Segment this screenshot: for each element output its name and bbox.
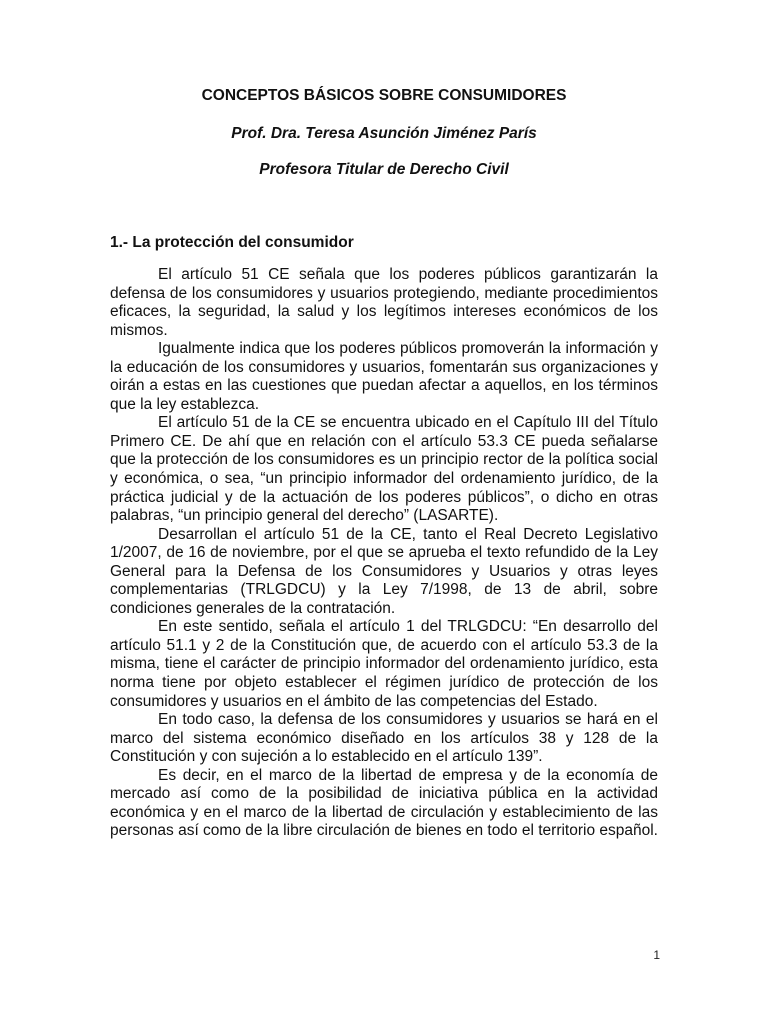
paragraph-1: El artículo 51 CE señala que los poderes públicos garantizarán la defensa de los consumidores y usuarios protegiendo, mediante procedimientos eficaces, la seguridad, la salud y los legítimos intereses económicos de los mismos.	[110, 266, 658, 339]
document-title: CONCEPTOS BÁSICOS SOBRE CONSUMIDORES	[201, 87, 567, 104]
paragraph-5: En este sentido, señala el artículo 1 del TRLGDCU: “En desarrollo del artículo 51.1 y 2 de la Constitución que, de acuerdo con el artículo 53.3 de la misma, tiene el carácter de principio informador del ordenamiento jurídico, esta norma tiene por objeto establecer el régimen jurídico de protección de los consumidores y usuarios en el ámbito de las competencias del Estado.	[110, 618, 658, 710]
page-number: 1	[653, 948, 660, 962]
paragraph-7: Es decir, en el marco de la libertad de empresa y de la economía de mercado así como de la posibilidad de iniciativa pública en la actividad económica y en el marco de la libertad de circulación y establecimiento de las personas así como de la libre circulación de bienes en todo el territorio español.	[110, 766, 658, 840]
section-body	[110, 266, 658, 841]
section-heading: 1.- La protección del consumidor	[110, 234, 354, 251]
paragraph-4: Desarrollan el artículo 51 de la CE, tanto el Real Decreto Legislativo 1/2007, de 16 de noviembre, por el que se aprueba el texto refundido de la Ley General para la Defensa de los Consumidores y Usuarios y otras leyes complementarias (TRLGDCU) y la Ley 7/1998, de 13 de abril, sobre condiciones generales de la contratación.	[110, 525, 658, 617]
paragraph-3: El artículo 51 de la CE se encuentra ubicado en el Capítulo III del Título Primero CE. De ahí que en relación con el artículo 53.3 CE pueda señalarse que la protección de los consumidores es un principio rector de la política social y económica, o sea, “un principio informador del ordenamiento jurídico, de la práctica judicial y de la actuación de los poderes públicos”, o dicho en otras palabras, “un principio general del derecho” (LASARTE).	[110, 414, 658, 525]
author-name: Prof. Dra. Teresa Asunción Jiménez París	[231, 125, 537, 142]
paragraph-2: Igualmente indica que los poderes públicos promoverán la información y la educación de los consumidores y usuarios, fomentarán sus organizaciones y oirán a estas en las cuestiones que puedan afectar a aquellos, en los términos que la ley establezca.	[110, 340, 658, 413]
author-position: Profesora Titular de Derecho Civil	[259, 161, 509, 178]
paragraph-6: En todo caso, la defensa de los consumidores y usuarios se hará en el marco del sistema económico diseñado en los artículos 38 y 128 de la Constitución y con sujeción a lo establecido en el artículo 139”.	[110, 711, 658, 766]
